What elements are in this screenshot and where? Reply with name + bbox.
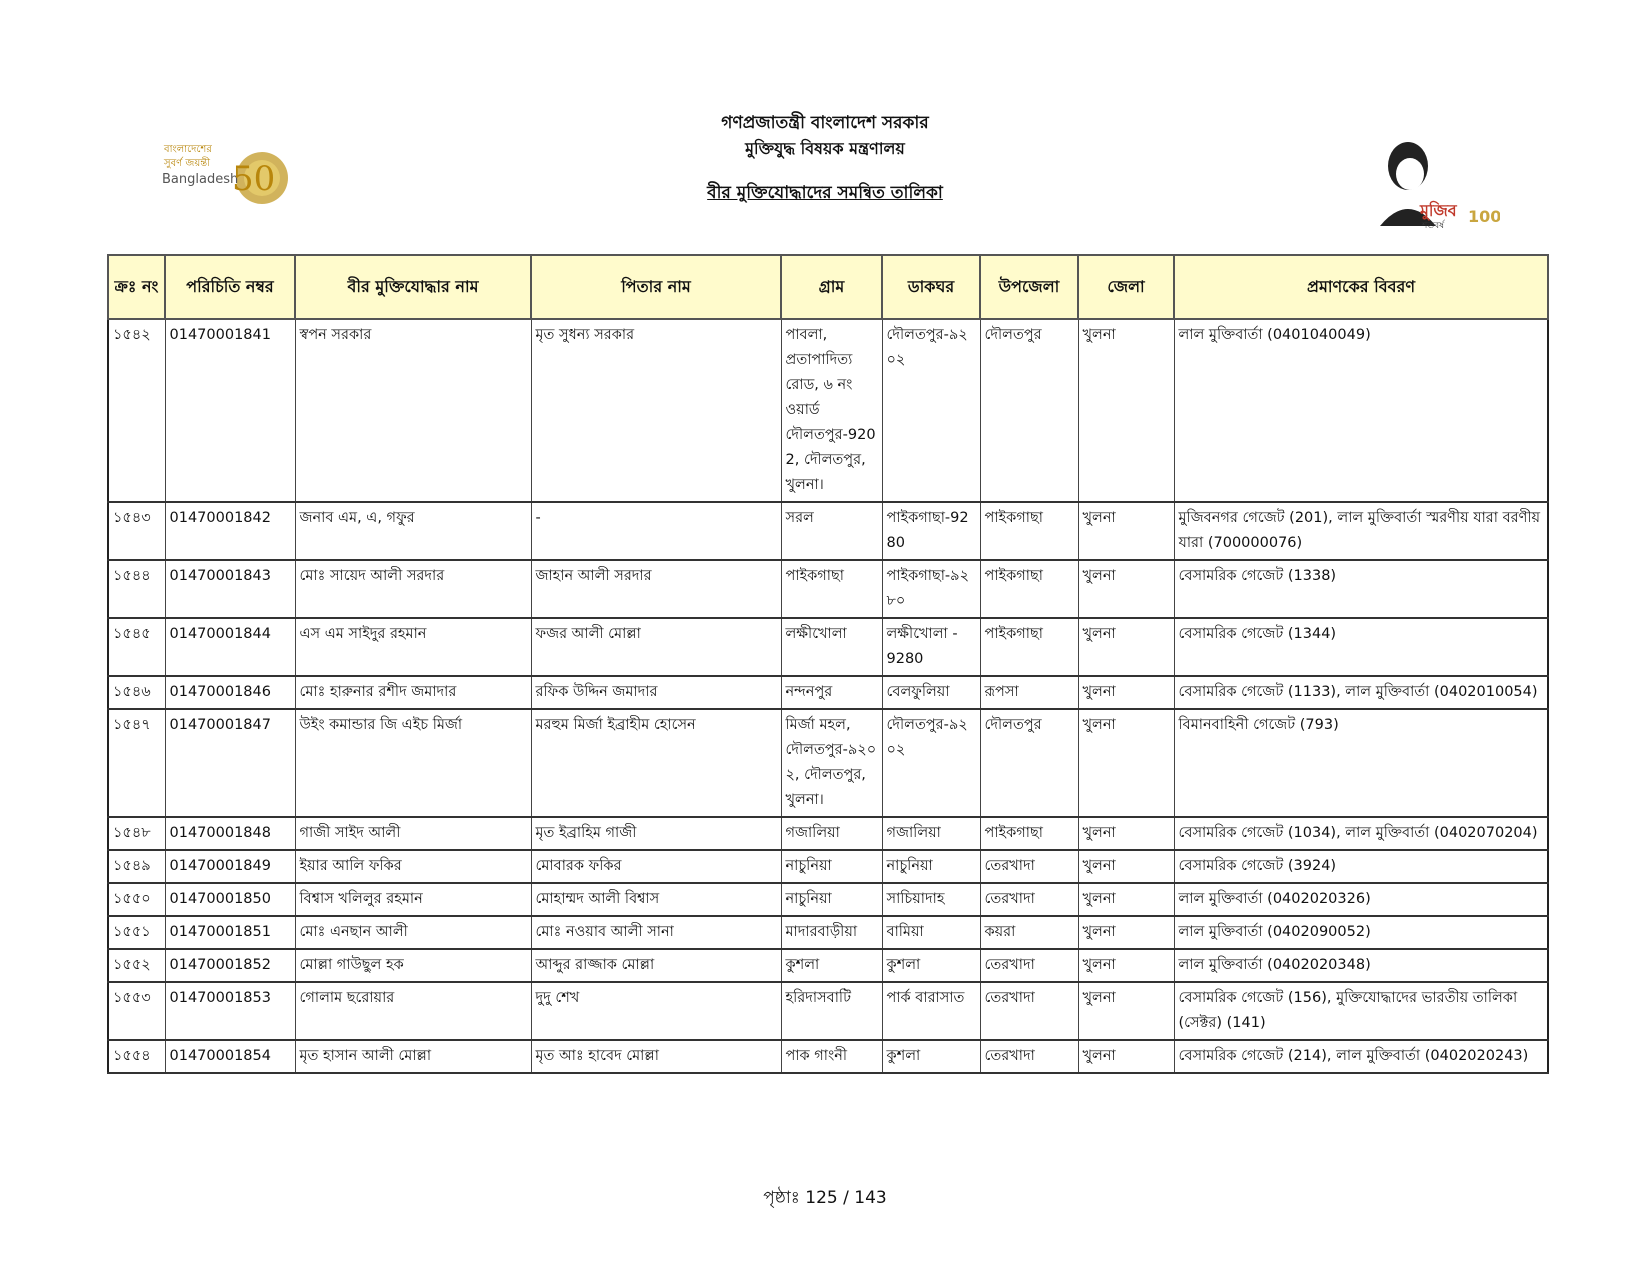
- proof-cell: লাল মুক্তিবার্তা (0402090052): [1174, 916, 1548, 949]
- serial-cell: ১৫৫২: [108, 949, 165, 982]
- government-title: গণপ্রজাতন্ত্রী বাংলাদেশ সরকার: [721, 113, 929, 133]
- col-village: গ্রাম: [781, 255, 882, 319]
- name-cell: মোঃ এনছান আলী: [295, 916, 531, 949]
- id-cell: 01470001842: [165, 502, 295, 560]
- id-cell: 01470001848: [165, 817, 295, 850]
- name-cell: স্বপন সরকার: [295, 319, 531, 502]
- col-serial: ক্রঃ নং: [108, 255, 165, 319]
- village-cell: মাদারবাড়ীয়া: [781, 916, 882, 949]
- page-number: 125 / 143: [805, 1188, 887, 1208]
- post-cell: বেলফুলিয়া: [882, 676, 980, 709]
- name-cell: মোঃ সায়েদ আলী সরদার: [295, 560, 531, 618]
- table-row: [108, 1040, 1548, 1073]
- list-title: বীর মুক্তিযোদ্ধাদের সমন্বিত তালিকা: [707, 183, 943, 203]
- post-cell: দৌলতপুর-৯২০২: [882, 319, 980, 502]
- village-cell: পাইকগাছা: [781, 560, 882, 618]
- serial-cell: ১৫৪৬: [108, 676, 165, 709]
- col-father: পিতার নাম: [531, 255, 781, 319]
- upazila-cell: রূপসা: [980, 676, 1078, 709]
- name-cell: এস এম সাইদুর রহমান: [295, 618, 531, 676]
- district-cell: খুলনা: [1078, 817, 1174, 850]
- serial-cell: ১৫৫১: [108, 916, 165, 949]
- upazila-cell: তেরখাদা: [980, 949, 1078, 982]
- page-footer: [0, 1185, 1650, 1213]
- table-row: [108, 676, 1548, 709]
- upazila-cell: তেরখাদা: [980, 850, 1078, 883]
- father-cell: -: [531, 502, 781, 560]
- proof-cell: বেসামরিক গেজেট (1344): [1174, 618, 1548, 676]
- id-cell: 01470001852: [165, 949, 295, 982]
- proof-cell: লাল মুক্তিবার্তা (0401040049): [1174, 319, 1548, 502]
- logo-mujib-number: 100: [1468, 207, 1500, 226]
- village-cell: পাক গাংনী: [781, 1040, 882, 1073]
- proof-cell: বেসামরিক গেজেট (1034), লাল মুক্তিবার্তা (0402070204): [1174, 817, 1548, 850]
- upazila-cell: পাইকগাছা: [980, 817, 1078, 850]
- serial-cell: ১৫৫৩: [108, 982, 165, 1040]
- post-cell: লক্ষীখোলা - 9280: [882, 618, 980, 676]
- district-cell: খুলনা: [1078, 916, 1174, 949]
- village-cell: পাবলা, প্রতাপাদিত্য রোড, ৬ নং ওয়ার্ড দৌলতপুর-9202, দৌলতপুর, খুলনা।: [781, 319, 882, 502]
- proof-cell: মুজিবনগর গেজেট (201), লাল মুক্তিবার্তা স্মরণীয় যারা বরণীয় যারা (700000076): [1174, 502, 1548, 560]
- name-cell: মোল্লা গাউছুল হক: [295, 949, 531, 982]
- serial-cell: ১৫৪৪: [108, 560, 165, 618]
- page-label: পৃষ্ঠাঃ: [763, 1188, 800, 1208]
- father-cell: ফজর আলী মোল্লা: [531, 618, 781, 676]
- district-cell: খুলনা: [1078, 502, 1174, 560]
- serial-cell: ১৫৪৩: [108, 502, 165, 560]
- table-row: [108, 319, 1548, 502]
- col-id: পরিচিতি নম্বর: [165, 255, 295, 319]
- father-cell: মৃত ইব্রাহিম গাজী: [531, 817, 781, 850]
- table-row: [108, 949, 1548, 982]
- district-cell: খুলনা: [1078, 560, 1174, 618]
- logo-number: 50: [232, 159, 276, 199]
- district-cell: খুলনা: [1078, 883, 1174, 916]
- district-cell: খুলনা: [1078, 676, 1174, 709]
- post-cell: গজালিয়া: [882, 817, 980, 850]
- proof-cell: বেসামরিক গেজেট (156), মুক্তিযোদ্ধাদের ভারতীয় তালিকা (সেক্টর) (141): [1174, 982, 1548, 1040]
- upazila-cell: তেরখাদা: [980, 982, 1078, 1040]
- post-cell: কুশলা: [882, 1040, 980, 1073]
- id-cell: 01470001843: [165, 560, 295, 618]
- post-cell: পার্ক বারাসাত: [882, 982, 980, 1040]
- table-row: [108, 916, 1548, 949]
- upazila-cell: কয়রা: [980, 916, 1078, 949]
- village-cell: গজালিয়া: [781, 817, 882, 850]
- upazila-cell: দৌলতপুর: [980, 709, 1078, 817]
- col-upazila: উপজেলা: [980, 255, 1078, 319]
- upazila-cell: পাইকগাছা: [980, 618, 1078, 676]
- name-cell: গাজী সাইদ আলী: [295, 817, 531, 850]
- village-cell: মির্জা মহল, দৌলতপুর-৯২০২, দৌলতপুর, খুলনা।: [781, 709, 882, 817]
- serial-cell: ১৫৪৯: [108, 850, 165, 883]
- logo-country: Bangladesh: [162, 172, 239, 187]
- serial-cell: ১৫৪২: [108, 319, 165, 502]
- logo-text-2: সুবর্ণ জয়ন্তী: [164, 158, 210, 169]
- post-cell: দৌলতপুর-৯২০২: [882, 709, 980, 817]
- col-name: বীর মুক্তিযোদ্ধার নাম: [295, 255, 531, 319]
- id-cell: 01470001847: [165, 709, 295, 817]
- upazila-cell: পাইকগাছা: [980, 560, 1078, 618]
- post-cell: বামিয়া: [882, 916, 980, 949]
- ministry-title: মুক্তিযুদ্ধ বিষয়ক মন্ত্রণালয়: [745, 139, 905, 158]
- post-cell: সাচিয়াদাহ: [882, 883, 980, 916]
- col-district: জেলা: [1078, 255, 1174, 319]
- table-row: [108, 982, 1548, 1040]
- table-row: [108, 817, 1548, 850]
- proof-cell: বিমানবাহিনী গেজেট (793): [1174, 709, 1548, 817]
- village-cell: নন্দনপুর: [781, 676, 882, 709]
- name-cell: গোলাম ছরোয়ার: [295, 982, 531, 1040]
- post-cell: নাচুনিয়া: [882, 850, 980, 883]
- name-cell: জনাব এম, এ, গফুর: [295, 502, 531, 560]
- father-cell: মোবারক ফকির: [531, 850, 781, 883]
- id-cell: 01470001854: [165, 1040, 295, 1073]
- logo-mujib-text: মুজিব: [1420, 201, 1457, 220]
- name-cell: মোঃ হারুনার রশীদ জমাদার: [295, 676, 531, 709]
- district-cell: খুলনা: [1078, 982, 1174, 1040]
- name-cell: উইং কমান্ডার জি এইচ মির্জা: [295, 709, 531, 817]
- father-cell: রফিক উদ্দিন জমাদার: [531, 676, 781, 709]
- post-cell: পাইকগাছা-9280: [882, 502, 980, 560]
- serial-cell: ১৫৪৭: [108, 709, 165, 817]
- table-row: [108, 560, 1548, 618]
- upazila-cell: তেরখাদা: [980, 1040, 1078, 1073]
- father-cell: দুদু শেখ: [531, 982, 781, 1040]
- table-row: [108, 850, 1548, 883]
- id-cell: 01470001849: [165, 850, 295, 883]
- name-cell: মৃত হাসান আলী মোল্লা: [295, 1040, 531, 1073]
- district-cell: খুলনা: [1078, 709, 1174, 817]
- proof-cell: লাল মুক্তিবার্তা (0402020326): [1174, 883, 1548, 916]
- serial-cell: ১৫৫০: [108, 883, 165, 916]
- father-cell: মৃত আঃ হাবেদ মোল্লা: [531, 1040, 781, 1073]
- district-cell: খুলনা: [1078, 949, 1174, 982]
- father-cell: আব্দুর রাজ্জাক মোল্লা: [531, 949, 781, 982]
- proof-cell: লাল মুক্তিবার্তা (0402020348): [1174, 949, 1548, 982]
- district-cell: খুলনা: [1078, 618, 1174, 676]
- serial-cell: ১৫৪৫: [108, 618, 165, 676]
- col-proof: প্রমাণকের বিবরণ: [1174, 255, 1548, 319]
- table-row: [108, 709, 1548, 817]
- logo-mujib-sub: শতবর্ষ: [1422, 221, 1445, 230]
- district-cell: খুলনা: [1078, 850, 1174, 883]
- district-cell: খুলনা: [1078, 319, 1174, 502]
- post-cell: কুশলা: [882, 949, 980, 982]
- village-cell: নাচুনিয়া: [781, 883, 882, 916]
- id-cell: 01470001853: [165, 982, 295, 1040]
- father-cell: জাহান আলী সরদার: [531, 560, 781, 618]
- id-cell: 01470001846: [165, 676, 295, 709]
- village-cell: হরিদাসবাটি: [781, 982, 882, 1040]
- name-cell: বিশ্বাস খলিলুর রহমান: [295, 883, 531, 916]
- proof-cell: বেসামরিক গেজেট (214), লাল মুক্তিবার্তা (0402020243): [1174, 1040, 1548, 1073]
- upazila-cell: পাইকগাছা: [980, 502, 1078, 560]
- upazila-cell: তেরখাদা: [980, 883, 1078, 916]
- village-cell: সরল: [781, 502, 882, 560]
- upazila-cell: দৌলতপুর: [980, 319, 1078, 502]
- freedom-fighters-table: [107, 254, 1549, 1074]
- village-cell: নাচুনিয়া: [781, 850, 882, 883]
- id-cell: 01470001841: [165, 319, 295, 502]
- id-cell: 01470001850: [165, 883, 295, 916]
- proof-cell: বেসামরিক গেজেট (1338): [1174, 560, 1548, 618]
- post-cell: পাইকগাছা-৯২৮০: [882, 560, 980, 618]
- col-post: ডাকঘর: [882, 255, 980, 319]
- district-cell: খুলনা: [1078, 1040, 1174, 1073]
- table-header-row: [108, 255, 1548, 319]
- id-cell: 01470001844: [165, 618, 295, 676]
- village-cell: লক্ষীখোলা: [781, 618, 882, 676]
- father-cell: মোঃ নওয়াব আলী সানা: [531, 916, 781, 949]
- table-row: [108, 502, 1548, 560]
- father-cell: মোহাম্মদ আলী বিশ্বাস: [531, 883, 781, 916]
- table-row: [108, 883, 1548, 916]
- serial-cell: ১৫৫৪: [108, 1040, 165, 1073]
- father-cell: মৃত সুধন্য সরকার: [531, 319, 781, 502]
- document-header: [0, 110, 1650, 206]
- logo-text-1: বাংলাদেশের: [164, 144, 212, 155]
- village-cell: কুশলা: [781, 949, 882, 982]
- proof-cell: বেসামরিক গেজেট (3924): [1174, 850, 1548, 883]
- id-cell: 01470001851: [165, 916, 295, 949]
- name-cell: ইয়ার আলি ফকির: [295, 850, 531, 883]
- father-cell: মরহুম মির্জা ইব্রাহীম হোসেন: [531, 709, 781, 817]
- table-row: [108, 618, 1548, 676]
- serial-cell: ১৫৪৮: [108, 817, 165, 850]
- proof-cell: বেসামরিক গেজেট (1133), লাল মুক্তিবার্তা (0402010054): [1174, 676, 1548, 709]
